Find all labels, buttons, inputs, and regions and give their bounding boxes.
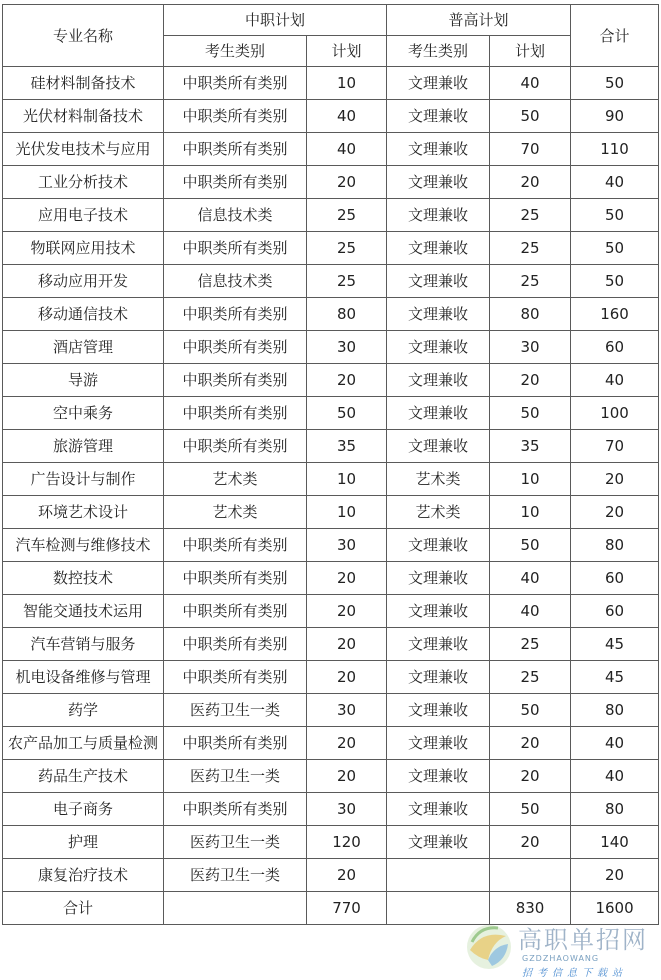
cell-sec-type: 艺术类 [164,496,307,529]
cell-sec-type: 中职类所有类别 [164,397,307,430]
cell-total: 60 [571,562,659,595]
enrollment-plan-table [2,4,659,925]
cell-sec-type: 中职类所有类别 [164,793,307,826]
cell-gen-type: 文理兼收 [387,826,490,859]
cell-total: 100 [571,397,659,430]
cell-sec-type: 信息技术类 [164,199,307,232]
cell-major: 数控技术 [3,562,164,595]
cell-sec-type: 艺术类 [164,463,307,496]
cell-gen-type [387,859,490,892]
cell-gen-type: 文理兼收 [387,793,490,826]
cell-gen-plan: 30 [490,331,571,364]
cell-gen-type: 文理兼收 [387,562,490,595]
cell-sec-plan: 30 [307,793,387,826]
cell-total: 70 [571,430,659,463]
cell-gen-type: 文理兼收 [387,166,490,199]
cell-sec-plan: 50 [307,397,387,430]
cell-gen-type: 艺术类 [387,463,490,496]
cell-sec-type: 医药卫生一类 [164,859,307,892]
cell-total: 110 [571,133,659,166]
totals-sec-plan: 770 [307,892,387,925]
cell-total: 80 [571,529,659,562]
cell-sec-type: 医药卫生一类 [164,694,307,727]
cell-sec-plan: 10 [307,67,387,100]
globe-logo-icon [462,920,516,974]
cell-gen-plan: 20 [490,760,571,793]
header-major-name: 专业名称 [3,5,164,67]
cell-gen-plan: 40 [490,595,571,628]
cell-sec-plan: 80 [307,298,387,331]
cell-sec-type: 中职类所有类别 [164,298,307,331]
cell-major: 农产品加工与质量检测 [3,727,164,760]
cell-sec-plan: 120 [307,826,387,859]
cell-sec-type: 信息技术类 [164,265,307,298]
cell-major: 机电设备维修与管理 [3,661,164,694]
table-row [3,199,659,232]
cell-total: 40 [571,760,659,793]
cell-sec-type: 中职类所有类别 [164,628,307,661]
table-row [3,496,659,529]
cell-total: 20 [571,859,659,892]
table-row [3,430,659,463]
cell-major: 空中乘务 [3,397,164,430]
cell-gen-plan: 70 [490,133,571,166]
watermark [462,918,658,979]
watermark-subtext: GZDZHAOWANG [522,954,600,963]
cell-gen-type: 艺术类 [387,496,490,529]
cell-sec-plan: 20 [307,595,387,628]
cell-sec-plan: 10 [307,496,387,529]
cell-gen-plan: 50 [490,397,571,430]
table-row [3,133,659,166]
cell-major: 汽车检测与维修技术 [3,529,164,562]
table-row [3,364,659,397]
cell-sec-plan: 25 [307,199,387,232]
cell-total: 50 [571,67,659,100]
table-row [3,67,659,100]
cell-sec-type: 中职类所有类别 [164,166,307,199]
totals-gen-plan: 830 [490,892,571,925]
cell-total: 40 [571,364,659,397]
cell-major: 旅游管理 [3,430,164,463]
cell-sec-plan: 30 [307,331,387,364]
table-row [3,595,659,628]
cell-total: 90 [571,100,659,133]
cell-sec-type: 中职类所有类别 [164,430,307,463]
cell-gen-type: 文理兼收 [387,133,490,166]
header-gen-plan: 计划 [490,36,571,67]
totals-sec-type-empty [164,892,307,925]
cell-total: 60 [571,595,659,628]
header-sec-plan: 计划 [307,36,387,67]
cell-gen-plan: 10 [490,463,571,496]
header-sec-candidate-type: 考生类别 [164,36,307,67]
cell-gen-type: 文理兼收 [387,430,490,463]
cell-gen-plan: 50 [490,100,571,133]
cell-gen-type: 文理兼收 [387,760,490,793]
cell-total: 45 [571,628,659,661]
cell-major: 导游 [3,364,164,397]
cell-gen-plan: 10 [490,496,571,529]
cell-major: 药学 [3,694,164,727]
cell-major: 电子商务 [3,793,164,826]
cell-total: 20 [571,496,659,529]
cell-gen-plan: 25 [490,199,571,232]
header-general-plan: 普高计划 [387,5,571,36]
cell-gen-type: 文理兼收 [387,661,490,694]
totals-label: 合计 [3,892,164,925]
cell-gen-plan: 50 [490,793,571,826]
cell-gen-plan: 20 [490,364,571,397]
cell-total: 50 [571,265,659,298]
cell-gen-plan: 35 [490,430,571,463]
cell-major: 物联网应用技术 [3,232,164,265]
totals-total: 1600 [571,892,659,925]
cell-gen-type: 文理兼收 [387,100,490,133]
cell-sec-type: 中职类所有类别 [164,529,307,562]
cell-major: 硅材料制备技术 [3,67,164,100]
cell-sec-plan: 20 [307,628,387,661]
cell-gen-plan [490,859,571,892]
cell-major: 光伏发电技术与应用 [3,133,164,166]
cell-sec-plan: 10 [307,463,387,496]
cell-gen-plan: 25 [490,232,571,265]
table-body [3,67,659,892]
cell-gen-type: 文理兼收 [387,595,490,628]
cell-sec-type: 中职类所有类别 [164,562,307,595]
cell-gen-type: 文理兼收 [387,199,490,232]
cell-gen-plan: 20 [490,826,571,859]
cell-sec-plan: 25 [307,232,387,265]
cell-major: 环境艺术设计 [3,496,164,529]
cell-gen-plan: 25 [490,661,571,694]
table-row [3,331,659,364]
table-row [3,628,659,661]
cell-sec-type: 医药卫生一类 [164,826,307,859]
cell-total: 50 [571,232,659,265]
table-row [3,661,659,694]
cell-sec-plan: 40 [307,100,387,133]
cell-major: 广告设计与制作 [3,463,164,496]
cell-gen-plan: 40 [490,67,571,100]
table-row [3,265,659,298]
cell-total: 140 [571,826,659,859]
cell-total: 160 [571,298,659,331]
cell-major: 汽车营销与服务 [3,628,164,661]
table-row [3,793,659,826]
cell-total: 20 [571,463,659,496]
cell-gen-type: 文理兼收 [387,298,490,331]
cell-major: 智能交通技术运用 [3,595,164,628]
cell-sec-type: 中职类所有类别 [164,331,307,364]
cell-gen-type: 文理兼收 [387,694,490,727]
header-row-1 [3,5,659,36]
table-row [3,232,659,265]
cell-major: 光伏材料制备技术 [3,100,164,133]
cell-gen-plan: 50 [490,694,571,727]
cell-major: 工业分析技术 [3,166,164,199]
cell-sec-plan: 20 [307,760,387,793]
cell-sec-plan: 35 [307,430,387,463]
cell-sec-plan: 25 [307,265,387,298]
cell-sec-plan: 30 [307,529,387,562]
cell-major: 应用电子技术 [3,199,164,232]
cell-sec-plan: 20 [307,661,387,694]
cell-sec-type: 中职类所有类别 [164,595,307,628]
table-row [3,562,659,595]
cell-gen-type: 文理兼收 [387,628,490,661]
cell-major: 移动通信技术 [3,298,164,331]
cell-sec-plan: 20 [307,562,387,595]
cell-total: 80 [571,793,659,826]
table-row [3,397,659,430]
cell-gen-plan: 50 [490,529,571,562]
cell-major: 护理 [3,826,164,859]
cell-sec-plan: 40 [307,133,387,166]
cell-sec-plan: 20 [307,364,387,397]
cell-major: 药品生产技术 [3,760,164,793]
table-row [3,463,659,496]
cell-sec-type: 中职类所有类别 [164,727,307,760]
cell-gen-type: 文理兼收 [387,727,490,760]
cell-sec-type: 中职类所有类别 [164,133,307,166]
cell-gen-plan: 25 [490,628,571,661]
table-row [3,760,659,793]
cell-total: 60 [571,331,659,364]
cell-total: 40 [571,166,659,199]
cell-sec-type: 中职类所有类别 [164,100,307,133]
header-secondary-plan: 中职计划 [164,5,387,36]
cell-total: 45 [571,661,659,694]
table-row [3,859,659,892]
cell-sec-plan: 20 [307,166,387,199]
cell-total: 40 [571,727,659,760]
header-total: 合计 [571,5,659,67]
table-row [3,727,659,760]
cell-gen-plan: 80 [490,298,571,331]
cell-sec-plan: 20 [307,859,387,892]
cell-gen-type: 文理兼收 [387,67,490,100]
table-row [3,166,659,199]
cell-sec-type: 中职类所有类别 [164,67,307,100]
cell-gen-plan: 20 [490,727,571,760]
table-row [3,826,659,859]
cell-sec-plan: 20 [307,727,387,760]
watermark-text: 高职单招网 [518,926,648,954]
table-row [3,298,659,331]
watermark-tagline: 招考信息下载站 [522,968,627,979]
cell-sec-type: 医药卫生一类 [164,760,307,793]
cell-gen-type: 文理兼收 [387,265,490,298]
table-row [3,100,659,133]
cell-gen-type: 文理兼收 [387,331,490,364]
cell-sec-type: 中职类所有类别 [164,364,307,397]
cell-gen-type: 文理兼收 [387,364,490,397]
cell-gen-plan: 40 [490,562,571,595]
header-gen-candidate-type: 考生类别 [387,36,490,67]
cell-gen-type: 文理兼收 [387,529,490,562]
cell-total: 50 [571,199,659,232]
cell-sec-type: 中职类所有类别 [164,661,307,694]
cell-major: 移动应用开发 [3,265,164,298]
cell-gen-type: 文理兼收 [387,232,490,265]
cell-gen-plan: 20 [490,166,571,199]
cell-sec-type: 中职类所有类别 [164,232,307,265]
cell-gen-type: 文理兼收 [387,397,490,430]
table-row [3,529,659,562]
cell-major: 康复治疗技术 [3,859,164,892]
table-row [3,694,659,727]
cell-total: 80 [571,694,659,727]
cell-major: 酒店管理 [3,331,164,364]
cell-sec-plan: 30 [307,694,387,727]
cell-gen-plan: 25 [490,265,571,298]
